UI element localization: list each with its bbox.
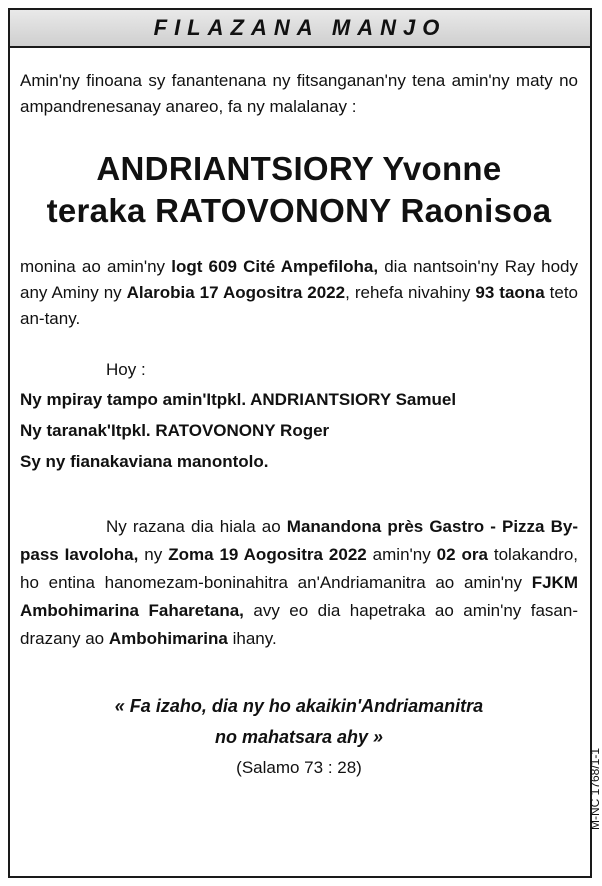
- death-text-1: monina ao amin'ny: [20, 257, 172, 276]
- intro-paragraph: Amin'ny finoana sy fanantenana ny fitsanganan'ny tena amin'ny maty no ampandrenesanay anareo, fa ny malalanay :: [20, 71, 578, 116]
- funeral-church: FJKM Ambohimarina Faharetana,: [20, 573, 578, 620]
- deceased-name: [20, 148, 578, 232]
- funeral-text-2: ny: [138, 545, 169, 564]
- deceased-name-line2: teraka RATOVONONY Raonisoa: [46, 192, 552, 229]
- family-line-3: Sy ny fianakaviana manontolo.: [20, 452, 269, 471]
- notice-header: FILAZANA MANJO: [10, 10, 590, 48]
- funeral-tomb: Ambohimarina: [108, 629, 228, 648]
- funeral-date: Zoma 19 Aogositra 2022: [168, 545, 367, 564]
- reference-code: M-NC 1768/1-1: [588, 747, 602, 830]
- quote-line-1: « Fa izaho, dia ny ho akaikin'Andriamanitra: [114, 696, 484, 716]
- funeral-text-3: amin'ny: [366, 545, 437, 564]
- funeral-paragraph: [20, 513, 578, 653]
- death-text-3: , rehefa nivahiny: [345, 283, 476, 302]
- funeral-text-4: tolakandro, ho entina hanomezam-boninahitra an'Andriamanitra ao amin'ny: [20, 545, 578, 592]
- death-text-4: teto an-tany.: [20, 283, 579, 328]
- hoy-label: Hoy :: [106, 360, 146, 379]
- funeral-text-1: Ny razana dia hiala ao: [106, 517, 287, 536]
- family-line-2: Ny taranak'Itpkl. RATOVONONY Roger: [20, 421, 330, 440]
- death-date: Alarobia 17 Aogositra 2022: [126, 283, 346, 302]
- death-text-2: dia nantsoin'ny Ray hody any Aminy ny: [20, 257, 578, 302]
- deceased-name-line1: ANDRIANTSIORY Yvonne: [96, 150, 502, 187]
- notice-content: [20, 60, 578, 783]
- death-age: 93 taona: [475, 283, 545, 302]
- funeral-text-6: ihany.: [227, 629, 277, 648]
- quote-block: [20, 691, 578, 783]
- death-address: logt 609 Cité Ampefiloha,: [171, 257, 379, 276]
- funeral-time: 02 ora: [436, 545, 488, 564]
- death-paragraph: [20, 254, 578, 332]
- notice-frame: [8, 8, 602, 878]
- quote-reference: (Salamo 73 : 28): [236, 758, 362, 777]
- quote-line-2: no mahatsara ahy »: [214, 727, 384, 747]
- family-line-1: Ny mpiray tampo amin'Itpkl. ANDRIANTSIORY Samuel: [20, 390, 457, 409]
- funeral-place: Manandona près Gastro - Pizza By-pass Iavoloha,: [20, 517, 578, 564]
- funeral-text-5: avy eo dia hapetraka ao amin'ny fasan-drazany ao: [20, 601, 578, 648]
